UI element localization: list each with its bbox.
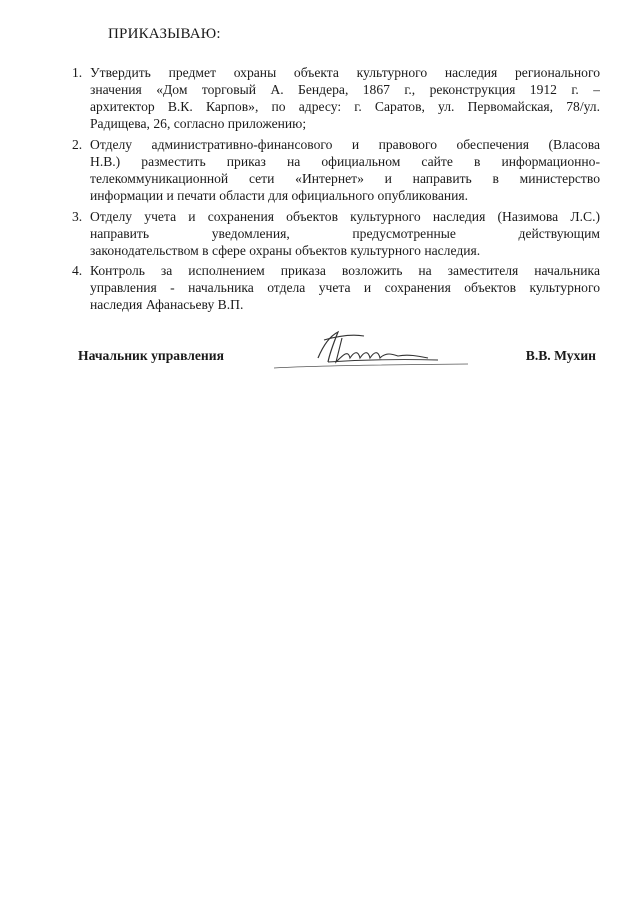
order-item (72, 208, 600, 259)
signatory-name: В.В. Мухин (525, 348, 596, 363)
item-text-line: Радищева, 26, согласно приложению; (90, 116, 307, 131)
order-item (72, 262, 600, 313)
item-text-line: информации и печати области для официального опубликования. (90, 188, 469, 203)
item-text-line: Утвердить предмет охраны объекта культурного наследия регионального (90, 65, 600, 80)
order-item (72, 136, 600, 204)
item-text-line: направить уведомления, предусмотренные действующим (90, 226, 600, 241)
order-item (72, 64, 600, 132)
item-number: 1. (72, 65, 83, 80)
item-text-line: Отделу административно-финансового и правового обеспечения (Власова (90, 137, 600, 152)
item-number: 3. (72, 209, 83, 224)
handwritten-signature (268, 328, 488, 376)
item-text-line: управления - начальника отдела учета и сохранения объектов культурного (90, 280, 600, 295)
signature-block (78, 346, 608, 386)
item-text-line: законодательством в сфере охраны объектов культурного наследия. (90, 243, 481, 258)
item-number: 2. (72, 137, 83, 152)
item-text-line: архитектор В.К. Карпов», по адресу: г. Саратов, ул. Первомайская, 78/ул. (90, 99, 600, 114)
item-text-line: Н.В.) разместить приказ на официальном сайте в информационно- (90, 154, 600, 169)
order-heading: ПРИКАЗЫВАЮ: (108, 26, 221, 42)
item-text-line: значения «Дом торговый А. Бендера, 1867 г., реконструкция 1912 г. – (90, 82, 600, 97)
signatory-title: Начальник управления (78, 348, 224, 363)
item-text-line: Контроль за исполнением приказа возложить на заместителя начальника (90, 263, 600, 278)
item-number: 4. (72, 263, 83, 278)
item-text-line: телекоммуникационной сети «Интернет» и направить в министерство (90, 171, 600, 186)
item-text-line: Отделу учета и сохранения объектов культурного наследия (Назимова Л.С.) (90, 209, 600, 224)
item-text-line: наследия Афанасьеву В.П. (90, 297, 244, 312)
